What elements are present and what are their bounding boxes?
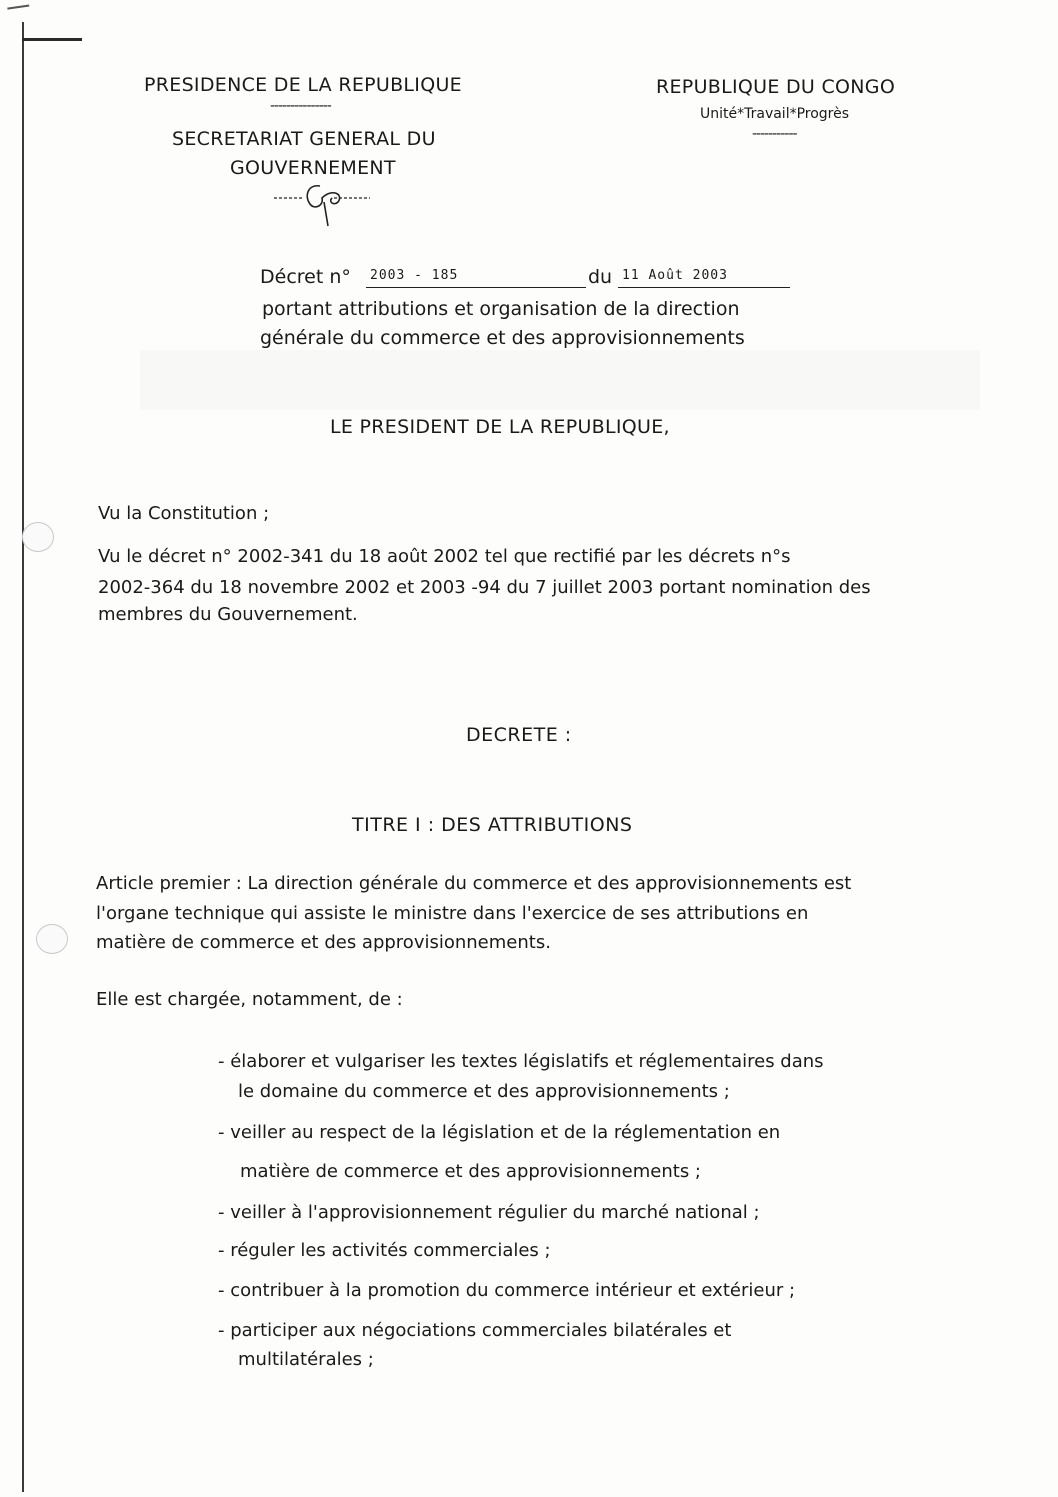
consideration-constitution: Vu la Constitution ; [98, 503, 270, 524]
president-heading: LE PRESIDENT DE LA REPUBLIQUE, [330, 416, 670, 438]
decree-subject-line2: générale du commerce et des approvisionnements [260, 327, 745, 349]
decree-number-label: Décret n° [260, 266, 351, 288]
decrete-heading: DECRETE : [466, 724, 572, 746]
list-item: - veiller à l'approvisionnement régulier du marché national ; [218, 1202, 760, 1223]
scan-corner-mark [7, 5, 30, 20]
list-item: - réguler les activités commerciales ; [218, 1240, 551, 1261]
consideration-decree-line1: Vu le décret n° 2002-341 du 18 août 2002 tel que rectifié par les décrets n°s [98, 546, 791, 567]
titre-heading: TITRE I : DES ATTRIBUTIONS [352, 814, 633, 836]
article-premier-line3: matière de commerce et des approvisionnements. [96, 932, 551, 953]
list-item: - veiller au respect de la législation et de la réglementation en [218, 1122, 781, 1143]
decree-number-field: 2003 - 185 [366, 268, 586, 288]
article-intro: Elle est chargée, notamment, de : [96, 989, 403, 1010]
article-premier-line2: l'organe technique qui assiste le ministre dans l'exercice de ses attributions en [96, 903, 809, 924]
header-gouvernement: GOUVERNEMENT [230, 157, 396, 179]
list-item: - participer aux négociations commerciales bilatérales et [218, 1320, 732, 1341]
punch-hole-icon [36, 924, 68, 954]
list-item: - élaborer et vulgariser les textes législatifs et réglementaires dans [218, 1051, 824, 1072]
list-item-continuation: le domaine du commerce et des approvisionnements ; [238, 1081, 730, 1102]
list-item-continuation: matière de commerce et des approvisionnements ; [240, 1161, 701, 1182]
article-premier-line1: Article premier : La direction générale du commerce et des approvisionnements est [96, 873, 852, 894]
decree-subject-line1: portant attributions et organisation de la direction [262, 298, 740, 320]
list-item: - contribuer à la promotion du commerce intérieur et extérieur ; [218, 1280, 796, 1301]
header-presidence: PRESIDENCE DE LA REPUBLIQUE [144, 74, 462, 96]
scan-edge-line [22, 22, 24, 1492]
decree-date-label: du [588, 266, 613, 288]
punch-hole-icon [22, 522, 54, 552]
header-republique: REPUBLIQUE DU CONGO [656, 76, 896, 98]
consideration-decree-line3: membres du Gouvernement. [98, 604, 358, 625]
header-motto: Unité*Travail*Progrès [700, 106, 850, 122]
scan-top-mark [22, 38, 82, 41]
bleed-through [140, 350, 980, 410]
decree-date-field: 11 Août 2003 [618, 268, 790, 288]
header-secretariat: SECRETARIAT GENERAL DU [172, 128, 436, 150]
handwritten-initials-icon [272, 180, 372, 230]
header-right-divider: ----------- [752, 126, 797, 142]
consideration-decree-line2: 2002-364 du 18 novembre 2002 et 2003 -94 du 7 juillet 2003 portant nomination des [98, 577, 871, 598]
list-item-continuation: multilatérales ; [238, 1349, 374, 1370]
header-left-divider: --------------- [270, 98, 331, 114]
